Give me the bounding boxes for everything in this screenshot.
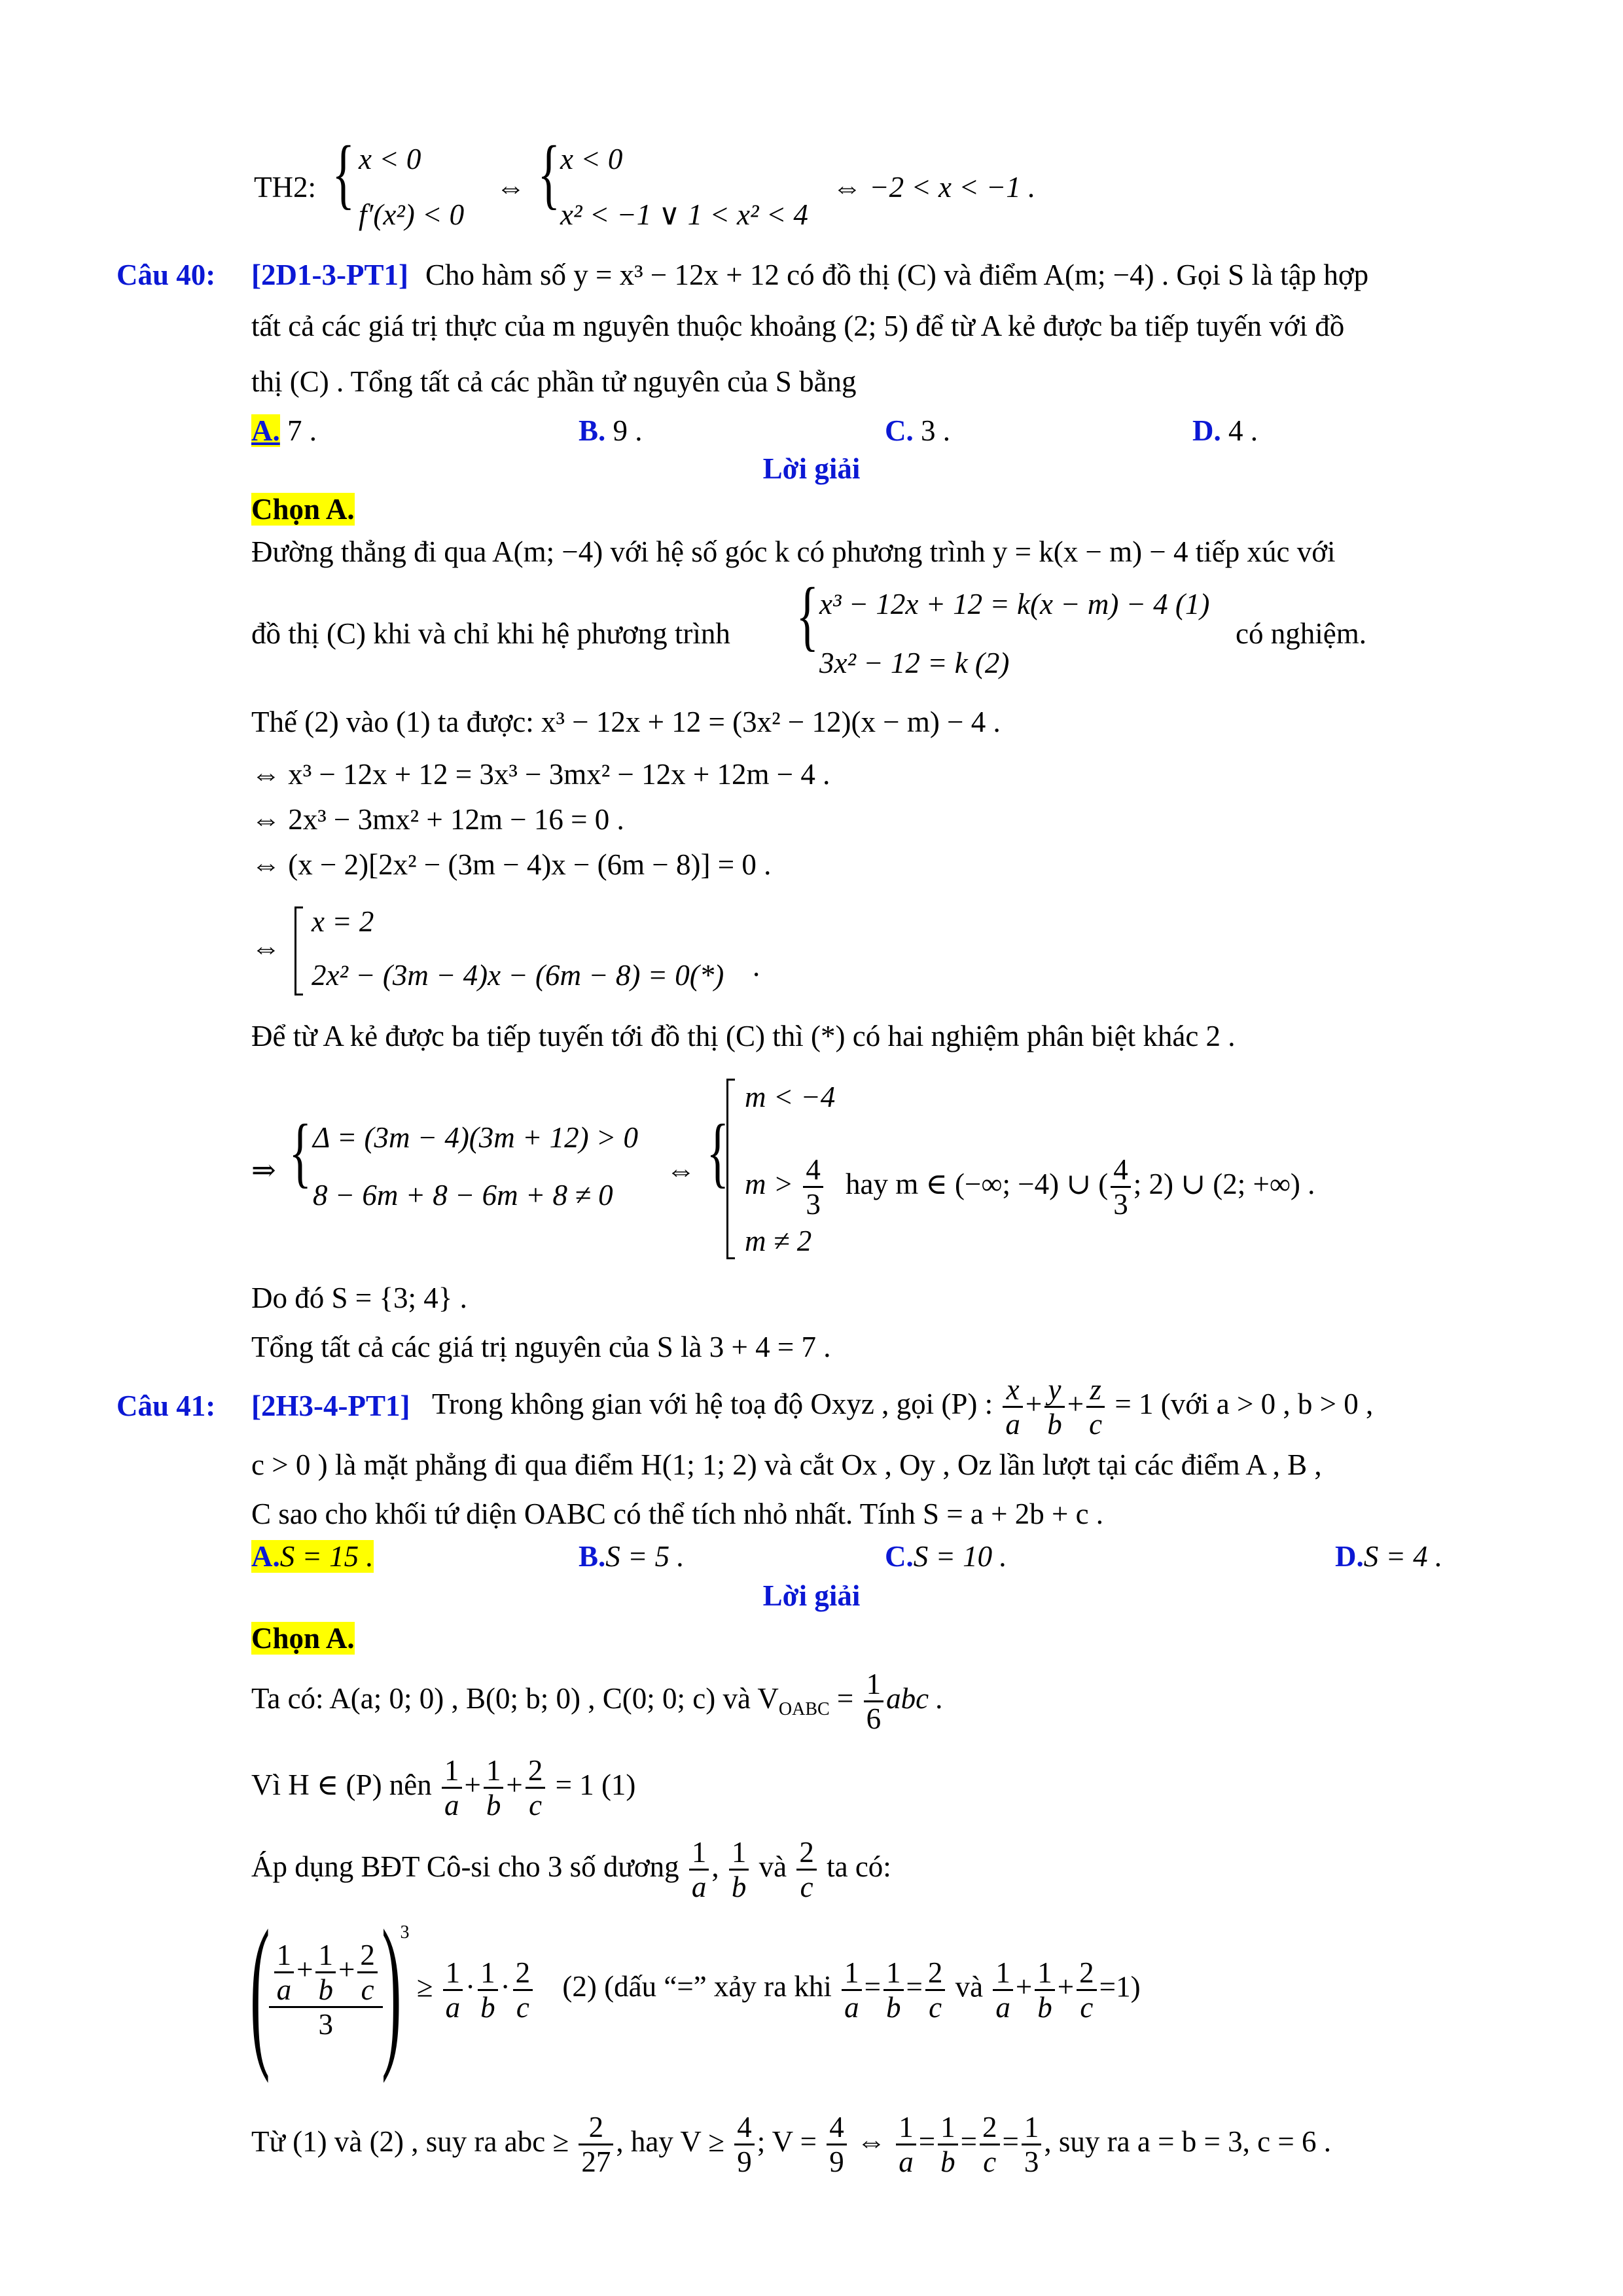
q40-sol-line10: Do đó S = {3; 4} . [251, 1282, 467, 1314]
q40-interval-den: 3 [1113, 1188, 1128, 1221]
q41-option-b [579, 1538, 685, 1575]
q40-cond2-fraction [803, 1153, 823, 1221]
q41-sum-1-num: 1 [993, 1956, 1013, 1991]
q41-option-c-value: S = 10 . [913, 1540, 1007, 1573]
q41-sum-3-num: 2 [1077, 1956, 1097, 1991]
q41-eqc-1-num: 1 [842, 1956, 862, 1991]
q41-plus-2: + [1067, 1387, 1084, 1420]
q40-chon [251, 491, 355, 528]
q41-sol-line2-f2 [484, 1754, 504, 1821]
q40-interval [846, 1153, 1315, 1221]
q40-option-c-value: 3 . [913, 414, 950, 447]
q41-eqc-eq1: = [864, 1970, 882, 2003]
q41-s5-f1-num: 2 [579, 2111, 613, 2145]
q41-sum-2-num: 1 [1035, 1956, 1055, 1991]
q41-bf-3-den: c [361, 1973, 374, 2006]
q41-option-a-value: S = 15 . [279, 1540, 374, 1573]
q41-s3-f2-den: b [731, 1871, 747, 1903]
q41-sol-line1-frac-num: 1 [864, 1668, 884, 1702]
q40-sys-eq1: x³ − 12x + 12 = k(x − m) − 4 (1) [819, 588, 1210, 620]
q41-prod-1-num: 1 [443, 1956, 463, 1991]
q41-sol-line1-frac [864, 1668, 884, 1735]
q41-sol-line2-tail: = 1 (1) [555, 1768, 636, 1801]
q41-eqc-2-num: 1 [883, 1956, 904, 1991]
q41-option-a [251, 1538, 374, 1575]
q41-eqc-3 [925, 1956, 946, 2024]
q40-label: Câu 40: [116, 259, 216, 291]
q41-s3-f1-den: a [691, 1871, 707, 1903]
q41-prod-3-den: c [516, 1990, 529, 2024]
q41-bf-1 [274, 1939, 294, 2006]
q40-sol-line7-bracket [294, 906, 303, 996]
q41-s3-f3-num: 2 [796, 1836, 817, 1871]
q41-line3: C sao cho khối tứ diện OABC có thể tích nhỏ nhất. Tính S = a + 2b + c . [251, 1498, 1104, 1530]
q41-prod-2-num: 1 [478, 1956, 498, 1991]
q41-s5-r2 [938, 2111, 958, 2178]
q40-sol-line4: ⇔ x³ − 12x + 12 = 3x³ − 3mx² − 12x + 12m − 4 . [251, 758, 830, 791]
q41-s5-r3 [980, 2111, 1000, 2178]
q41-plus-1: + [1025, 1387, 1043, 1420]
q41-s5-r1-den: a [899, 2145, 914, 2178]
q41-sum-1 [993, 1956, 1013, 2024]
q41-frac-y-num: y [1044, 1373, 1065, 1408]
q41-option-c [885, 1538, 1007, 1575]
q41-sum-plus2: + [1057, 1970, 1075, 2003]
q40-option-c [885, 412, 950, 449]
q40-sol-line7-dot: . [753, 950, 760, 982]
q41-sol-line1-eq: = [829, 1681, 854, 1715]
q40-sys-eq2: 3x² − 12 = k (2) [819, 647, 1010, 679]
q40-sol-line9-eq1: Δ = (3m − 4)(3m + 12) > 0 [313, 1121, 638, 1154]
q41-eqc-2-den: b [886, 1990, 901, 2024]
q41-dot1: · [465, 1970, 476, 2003]
q41-paren-right: ) [382, 1895, 402, 2084]
q40-option-a [251, 412, 317, 449]
q41-sol-line2 [251, 1754, 635, 1826]
q40-interval-text: hay m ∈ (−∞; −4) ∪ ( [846, 1167, 1109, 1200]
q40-sys-brace: { [796, 571, 819, 658]
q41-prod-2 [478, 1956, 498, 2024]
q41-eqc-3-num: 2 [925, 1956, 946, 1991]
q41-bf-3-num: 2 [357, 1939, 378, 1973]
q41-s5-f2-den: 9 [737, 2145, 752, 2178]
q41-s5-r4-num: 1 [1022, 2111, 1042, 2145]
q41-option-a-letter: A. [251, 1540, 280, 1573]
q41-sol-line4 [250, 1895, 1141, 2084]
q41-s5-eq2: = [960, 2125, 977, 2158]
q41-f2-den: b [486, 1789, 501, 1821]
th2-brace-1: { [332, 130, 355, 217]
q41-sol-line5-tail: , suy ra a = b = 3, c = 6 . [1044, 2125, 1331, 2158]
th2-sys2-line1: x < 0 [560, 143, 623, 175]
q41-s5-r3-num: 2 [980, 2111, 1000, 2145]
q40-cond2-den: 3 [806, 1188, 821, 1221]
q40-sol-line7-case1: x = 2 [312, 905, 374, 938]
q41-frac-z [1086, 1373, 1105, 1441]
q41-prod-2-den: b [480, 1990, 495, 2024]
q40-sol-line7-case2: 2x² − (3m − 4)x − (6m − 8) = 0(*) [312, 959, 724, 992]
q40-sol-line7-symbol: ⇔ [251, 931, 281, 964]
q41-big-fraction-den: 3 [318, 2008, 333, 2041]
q41-sol-line2-text: Vì H ∈ (P) nên [251, 1768, 432, 1801]
q41-s5-r1-num: 1 [896, 2111, 916, 2145]
q41-s5-r1 [896, 2111, 916, 2178]
q41-big-fraction-num [269, 1939, 383, 2008]
q41-dot2: · [500, 1970, 510, 2003]
q41-sol-line2-plus2: + [506, 1768, 523, 1801]
th2-result: ⇔ −2 < x < −1 . [832, 171, 1036, 204]
q40-sol-line8: Để từ A kẻ được ba tiếp tuyến tới đồ thị (C) thì (*) có hai nghiệm phân biệt khác 2 . [251, 1020, 1236, 1052]
q41-sol-line1-frac-den: 6 [866, 1702, 882, 1735]
q41-option-d-letter: D. [1335, 1540, 1364, 1573]
q40-sol-line5: ⇔ 2x³ − 3mx² + 12m − 16 = 0 . [251, 803, 624, 836]
q41-f1-num: 1 [442, 1754, 462, 1789]
q41-sol-line4-text: (2) (dấu “=” xảy ra khi [562, 1970, 832, 2003]
q41-sol-line1-sub: OABC [778, 1698, 830, 1719]
q41-ge: ≥ [416, 1970, 433, 2003]
q41-frac-x-den: a [1005, 1408, 1020, 1441]
q41-s3-f3-den: c [800, 1871, 813, 1903]
q41-eqc-1 [842, 1956, 862, 2024]
q41-sum-1-den: a [995, 1990, 1010, 2024]
q40-sol-line3: Thế (2) vào (1) ta được: x³ − 12x + 12 = (3x² − 12)(x − m) − 4 . [251, 706, 1001, 738]
q41-frac-y [1044, 1373, 1065, 1441]
q40-cond2-text: m > [745, 1167, 794, 1200]
q41-prod-3-num: 2 [513, 1956, 533, 1991]
q40-option-b [579, 412, 643, 449]
q41-f1-den: a [444, 1789, 459, 1821]
q41-sol-line1 [251, 1668, 944, 1740]
q40-option-b-letter: B. [579, 414, 606, 447]
q40-sol-line9-brace: { [289, 1108, 312, 1195]
th2-brace-2: { [537, 130, 561, 217]
q41-option-c-letter: C. [885, 1540, 914, 1573]
q41-sol-line5-v: ; V = [757, 2125, 817, 2158]
q41-sol-line3-va: và [758, 1850, 787, 1883]
q40-sol-line1: Đường thẳng đi qua A(m; −4) với hệ số góc k có phương trình y = k(x − m) − 4 tiếp xúc với [251, 535, 1336, 568]
q41-frac-x [1003, 1373, 1023, 1441]
q41-line2: c > 0 ) là mặt phẳng đi qua điểm H(1; 1; 2) và cắt Ox , Oy , Oz lần lượt tại các điểm A , B , [251, 1448, 1322, 1481]
q41-solution-heading: Lời giải [762, 1579, 861, 1612]
q41-power: 3 [400, 1922, 410, 1943]
q41-sol-line5-hay: , hay V ≥ [616, 2125, 724, 2158]
q41-f3-den: c [529, 1789, 543, 1821]
q41-eqc-1-den: a [844, 1990, 859, 2024]
q41-prod-1 [443, 1956, 463, 2024]
q40-sol-line9-brace2: { [706, 1108, 730, 1195]
q41-sol-line3-f3 [796, 1836, 817, 1903]
q40-line2: tất cả các giá trị thực của m nguyên thuộc khoảng (2; 5) để từ A kẻ được ba tiếp tuyến với đồ [251, 310, 1345, 342]
q41-s5-f3-den: 9 [829, 2145, 844, 2178]
q41-sol-line3-text: Áp dụng BĐT Cô-si cho 3 số dương [251, 1850, 679, 1883]
q41-bf-2 [315, 1939, 336, 2006]
q41-s5-r4 [1022, 2111, 1042, 2178]
q41-frac-y-den: b [1047, 1408, 1062, 1441]
q40-sol-line9-eq2: 8 − 6m + 8 − 6m + 8 ≠ 0 [313, 1179, 613, 1211]
q41-bf-2-den: b [318, 1973, 333, 2006]
q41-frac-z-den: c [1089, 1408, 1103, 1441]
q41-s5-f1-den: 27 [581, 2145, 611, 2178]
q41-s5-r3-den: c [983, 2145, 997, 2178]
q41-label: Câu 41: [116, 1390, 216, 1422]
q40-line3: thị (C) . Tổng tất cả các phần tử nguyên của S bằng [251, 365, 857, 398]
q41-sol-line3: Áp dụng BĐT Cô-si cho 3 số dương $\frac{1}{a}$ , $\frac{1}{b}$ và $\frac{2}{c}$ ta có: [251, 1836, 891, 1903]
q40-sol-line2a: đồ thị (C) khi và chỉ khi hệ phương trình [251, 617, 730, 650]
q41-s5-f2-num: 4 [734, 2111, 755, 2145]
q41-bf-2-num: 1 [315, 1939, 336, 1973]
q41-s5-eq3: = [1002, 2125, 1019, 2158]
q41-sol-line5-text: Từ (1) và (2) , suy ra abc ≥ [251, 2125, 569, 2158]
q41-prod-3 [513, 1956, 533, 2024]
q40-sol-line11: Tổng tất cả các giá trị nguyên của S là 3 + 4 = 7 . [251, 1331, 831, 1363]
q40-line1: Cho hàm số y = x³ − 12x + 12 có đồ thị (C) và điểm A(m; −4) . Gọi S là tập hợp [425, 259, 1369, 291]
q41-option-d-value: S = 4 . [1363, 1540, 1443, 1573]
th2-label: TH2: [254, 171, 316, 204]
q41-s5-f2 [734, 2111, 755, 2178]
q41-sum-3-den: c [1080, 1990, 1094, 2024]
q41-s5-f3-num: 4 [827, 2111, 847, 2145]
q41-code: [2H3-4-PT1] [251, 1390, 410, 1422]
q41-frac-x-num: x [1003, 1373, 1023, 1408]
q41-frac-z-num: z [1086, 1373, 1105, 1408]
q41-eqc-eq2: = [906, 1970, 923, 2003]
q40-chon-label: Chọn A. [251, 493, 355, 526]
q41-sum-one: 1 [1116, 1970, 1131, 2003]
q40-sol-line9-symbol: ⇒ [251, 1154, 276, 1187]
th2-sys1-line2: f′(x²) < 0 [359, 198, 465, 231]
q40-sol-line6: ⇔ (x − 2)[2x² − (3m − 4)x − (6m − 8)] = 0 . [251, 848, 772, 881]
q41-sum-2-den: b [1037, 1990, 1052, 2024]
q40-option-d-value: 4 . [1221, 414, 1258, 447]
q41-sol-line4-end: ) [1130, 1970, 1141, 2003]
q41-line1-text: Trong không gian với hệ toạ độ Oxyz , gọi (P) : [432, 1387, 993, 1420]
q41-sol-line2-plus1: + [464, 1768, 481, 1801]
q41-sol-line1-text: Ta có: A(a; 0; 0) , B(0; b; 0) , C(0; 0; c) và V [251, 1681, 779, 1715]
q40-option-a-value: 7 . [279, 414, 317, 447]
q41-bf-1-num: 1 [274, 1939, 294, 1973]
q40-cond2 [745, 1153, 826, 1221]
q40-cond1: m < −4 [745, 1081, 836, 1113]
q40-option-d-letter: D. [1192, 414, 1221, 447]
q41-eqc-3-den: c [929, 1990, 942, 2024]
th2-equiv: ⇔ [496, 171, 526, 204]
q41-sol-line1-tail: abc . [886, 1681, 944, 1715]
q41-sol-line2-f3 [526, 1754, 546, 1821]
q40-sol-line2b: có nghiệm. [1236, 617, 1366, 650]
q41-s5-r2-num: 1 [938, 2111, 958, 2145]
q41-bf-plus1: + [296, 1952, 313, 1986]
q40-option-b-value: 9 . [605, 414, 643, 447]
q41-f2-num: 1 [484, 1754, 504, 1789]
q41-sol-line2-f1 [442, 1754, 462, 1821]
q41-f3-num: 2 [526, 1754, 546, 1789]
q41-sol-line4-va: và [955, 1970, 984, 2003]
q41-eqc-2 [883, 1956, 904, 2024]
q41-option-b-letter: B. [579, 1540, 606, 1573]
th2-sys2-line2: x² < −1 ∨ 1 < x² < 4 [560, 198, 808, 231]
q41-bf-plus2: + [338, 1952, 355, 1986]
q40-option-a-letter: A. [251, 414, 280, 447]
q41-sol-line5 [251, 2111, 1331, 2183]
q41-sum-plus1: + [1015, 1970, 1033, 2003]
q41-sol-line3-f2 [729, 1836, 749, 1903]
q41-sum-3 [1077, 1956, 1097, 2024]
q40-cond2-num: 4 [803, 1153, 823, 1188]
q41-big-fraction [269, 1939, 383, 2041]
q41-s5-eq1: = [918, 2125, 936, 2158]
q41-bf-3 [357, 1939, 378, 2006]
q41-line1 [432, 1373, 1373, 1445]
q41-paren-left: ( [250, 1895, 270, 2084]
q40-sol-line9-bracket [726, 1079, 735, 1259]
q40-solution-heading: Lời giải [762, 452, 861, 485]
q41-sum-eq: = [1099, 1970, 1116, 2003]
q41-s3-f1-num: 1 [689, 1836, 709, 1871]
q41-s5-r2-den: b [940, 2145, 955, 2178]
q41-sol-line5-equiv: ⇔ [856, 2125, 886, 2158]
q41-option-d [1335, 1538, 1442, 1575]
q40-cond3: m ≠ 2 [745, 1225, 812, 1257]
q41-sum-2 [1035, 1956, 1055, 2024]
q41-bf-1-den: a [276, 1973, 292, 2006]
q40-option-c-letter: C. [885, 414, 914, 447]
q41-sol-line3-f1 [689, 1836, 709, 1903]
q41-s5-f1 [579, 2111, 613, 2178]
q40-option-d [1192, 412, 1258, 449]
q40-interval-fraction [1111, 1153, 1131, 1221]
q40-sol-line9-equiv: ⇔ [666, 1154, 696, 1187]
q41-prod-1-den: a [445, 1990, 461, 2024]
q41-line1-tail: = 1 (với a > 0 , b > 0 , [1115, 1387, 1374, 1420]
q40-code: [2D1-3-PT1] [251, 259, 408, 291]
q41-chon [251, 1620, 355, 1657]
q40-interval-tail: ; 2) ∪ (2; +∞) . [1133, 1167, 1315, 1200]
q41-s5-r4-den: 3 [1024, 2145, 1039, 2178]
q41-sol-line3-tail: ta có: [827, 1850, 891, 1883]
q40-interval-num: 4 [1111, 1153, 1131, 1188]
th2-sys1-line1: x < 0 [359, 143, 421, 175]
q41-s3-f2-num: 1 [729, 1836, 749, 1871]
q41-chon-label: Chọn A. [251, 1622, 355, 1655]
q41-s5-f3 [827, 2111, 847, 2178]
q41-option-b-value: S = 5 . [605, 1540, 685, 1573]
